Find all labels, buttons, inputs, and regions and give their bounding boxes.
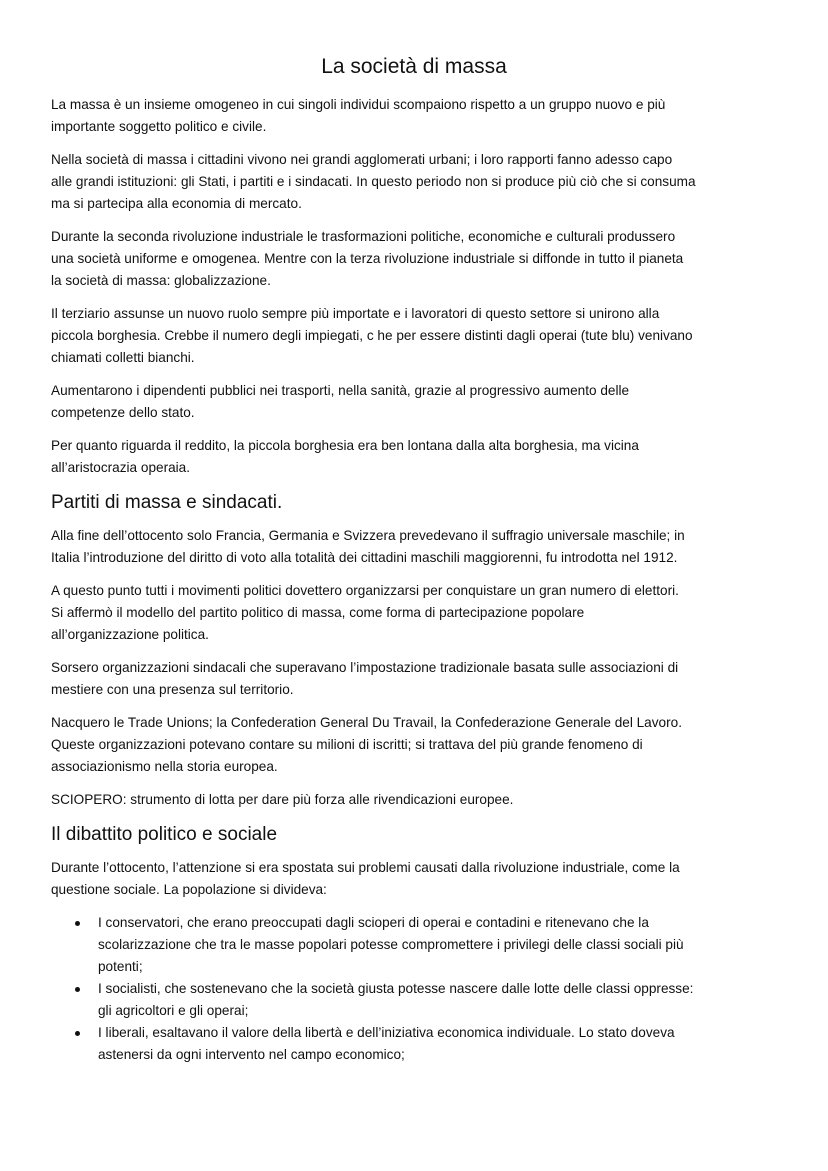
paragraph — [51, 435, 791, 479]
text-line: Sorsero organizzazioni sindacali che superavano l’impostazione tradizionale basata sulle associazioni di — [51, 660, 679, 675]
text-line: Italia l’introduzione del diritto di voto alla totalità dei cittadini maschili maggiorenni, fu introdotta nel 1912. — [51, 550, 678, 565]
list-item — [75, 912, 791, 978]
bullet-icon — [75, 921, 80, 926]
paragraph — [51, 580, 791, 646]
text-line: A questo punto tutti i movimenti politici dovettero organizzarsi per conquistare un gran numero di elettori. — [51, 583, 679, 598]
text-line: la società di massa: globalizzazione. — [51, 273, 271, 288]
text-line: all’organizzazione politica. — [51, 627, 209, 642]
document-title: La società di massa — [321, 55, 507, 78]
text-line: astenersi da ogni intervento nel campo economico; — [98, 1047, 405, 1062]
section-partiti — [51, 525, 791, 811]
text-line: competenze dello stato. — [51, 405, 195, 420]
text-line: questione sociale. La popolazione si divideva: — [51, 882, 327, 897]
text-line: Alla fine dell’ottocento solo Francia, Germania e Svizzera prevedevano il suffragio universale maschile; in — [51, 528, 685, 543]
text-line: piccola borghesia. Crebbe il numero degli impiegati, c he per essere distinti dagli operai (tute blu) venivano — [51, 328, 693, 343]
bullet-icon — [75, 1031, 80, 1036]
list-item — [75, 1022, 791, 1066]
text-line: La massa è un insieme omogeneo in cui singoli individui scompaiono rispetto a un gruppo nuovo e più — [51, 97, 666, 112]
paragraph — [51, 525, 791, 569]
paragraph — [51, 712, 791, 778]
text-line: SCIOPERO: strumento di lotta per dare più forza alle rivendicazioni europee. — [51, 792, 514, 807]
text-line: mestiere con una presenza sul territorio. — [51, 682, 294, 697]
text-line: ma si partecipa alla economia di mercato. — [51, 196, 302, 211]
paragraph — [51, 303, 791, 369]
section-dibattito — [51, 857, 791, 901]
paragraph — [51, 226, 791, 292]
text-line: gli agricoltori e gli operai; — [98, 1003, 249, 1018]
text-line: Durante la seconda rivoluzione industriale le trasformazioni politiche, economiche e culturali produssero — [51, 229, 676, 244]
text-line: Per quanto riguarda il reddito, la piccola borghesia era ben lontana dalla alta borghesia, ma vicina — [51, 438, 639, 453]
text-line: I conservatori, che erano preoccupati dagli scioperi di operai e contadini e ritenevano che la — [98, 915, 649, 930]
text-line: I socialisti, che sostenevano che la società giusta potesse nascere dalle lotte delle classi oppresse: — [98, 981, 694, 996]
bullet-icon — [75, 987, 80, 992]
paragraph — [51, 789, 791, 811]
paragraph — [51, 857, 791, 901]
list-item — [75, 978, 791, 1022]
text-line: chiamati colletti bianchi. — [51, 350, 195, 365]
text-line: associazionismo nella storia europea. — [51, 759, 278, 774]
section-intro — [51, 94, 791, 479]
text-line: Nella società di massa i cittadini vivono nei grandi agglomerati urbani; i loro rapporti fanno adesso capo — [51, 152, 673, 167]
section-heading-partiti: Partiti di massa e sindacati. — [51, 492, 283, 513]
text-line: Nacquero le Trade Unions; la Confederation General Du Travail, la Confederazione Generale del Lavoro. — [51, 715, 682, 730]
text-line: Il terziario assunse un nuovo ruolo sempre più importate e i lavoratori di questo settore si unirono alla — [51, 306, 660, 321]
paragraph — [51, 94, 791, 138]
text-line: una società uniforme e omogenea. Mentre con la terza rivoluzione industriale si diffonde in tutto il pianeta — [51, 251, 684, 266]
text-line: Si affermò il modello del partito politico di massa, come forma di partecipazione popolare — [51, 605, 585, 620]
text-line: Aumentarono i dipendenti pubblici nei trasporti, nella sanità, grazie al progressivo aumento delle — [51, 383, 630, 398]
text-line: importante soggetto politico e civile. — [51, 119, 267, 134]
text-line: scolarizzazione che tra le masse popolari potesse compromettere i privilegi delle classi sociali più — [98, 937, 684, 952]
section-heading-dibattito: Il dibattito politico e sociale — [51, 824, 278, 845]
text-line: I liberali, esaltavano il valore della libertà e dell’iniziativa economica individuale. Lo stato doveva — [98, 1025, 675, 1040]
paragraph — [51, 657, 791, 701]
bullet-list — [51, 912, 791, 1066]
text-line: alle grandi istituzioni: gli Stati, i partiti e i sindacati. In questo periodo non si produce più ciò che si consuma — [51, 174, 696, 189]
paragraph — [51, 380, 791, 424]
text-line: Queste organizzazioni potevano contare su milioni di iscritti; si trattava del più grande fenomeno di — [51, 737, 643, 752]
text-line: Durante l’ottocento, l’attenzione si era spostata sui problemi causati dalla rivoluzione industriale, come la — [51, 860, 680, 875]
text-line: potenti; — [98, 959, 143, 974]
text-line: all’aristocrazia operaia. — [51, 460, 191, 475]
paragraph — [51, 149, 791, 215]
